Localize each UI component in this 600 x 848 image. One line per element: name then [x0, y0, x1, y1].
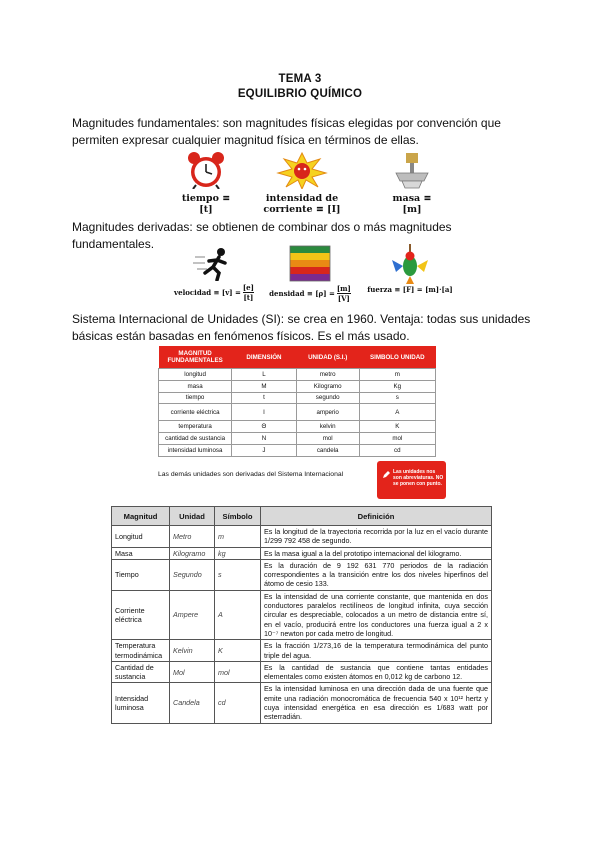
force-label: fuerza ≡ [F] = [m]·[a]	[367, 285, 453, 294]
si-col-unit: UNIDAD (S.I.)	[296, 346, 359, 369]
definitions-row	[112, 559, 492, 590]
si-table-cell: candela	[296, 444, 359, 456]
def-col-definition: Definición	[261, 507, 492, 526]
si-units-table	[158, 346, 436, 457]
def-col-magnitude: Magnitud	[112, 507, 170, 526]
si-col-symbol: SIMBOLO UNIDAD	[359, 346, 435, 369]
si-table-cell: segundo	[296, 392, 359, 404]
force-figure	[360, 244, 460, 294]
si-table-cell: mol	[296, 433, 359, 445]
si-table-cell: longitud	[159, 369, 232, 381]
pencil-icon	[382, 470, 390, 478]
si-table-cell: metro	[296, 369, 359, 381]
definitions-row	[112, 661, 492, 683]
si-table-cell: kelvin	[296, 421, 359, 433]
definition-unit: Kelvin	[170, 640, 215, 662]
definitions-header	[112, 507, 492, 526]
si-table-cell: intensidad luminosa	[159, 444, 232, 456]
mass-label: masa ≡ [m]	[392, 193, 432, 215]
definition-magnitude: Intensidad luminosa	[112, 683, 170, 723]
definition-text: Es la cantidad de sustancia que contiene tantas entidades elementales como existen átomos en 0,012 kg de carbono 12.	[261, 661, 492, 683]
si-table-cell: temperatura	[159, 421, 232, 433]
si-table-cell: corriente eléctrica	[159, 404, 232, 421]
definitions-row	[112, 640, 492, 662]
definition-magnitude: Tiempo	[112, 559, 170, 590]
si-table-row	[159, 404, 436, 421]
definition-symbol: cd	[215, 683, 261, 723]
definition-unit: Metro	[170, 526, 215, 548]
page-subtitle: EQUILIBRIO QUÍMICO	[237, 88, 363, 100]
si-table-cell: Kilogramo	[296, 380, 359, 392]
current-label: intensidad de corriente ≡ [I]	[263, 193, 341, 215]
page-title: TEMA 3	[278, 73, 322, 85]
definitions-table	[111, 506, 492, 724]
definition-text: Es la masa igual a la del prototipo internacional del kilogramo.	[261, 547, 492, 559]
si-table-row	[159, 392, 436, 404]
definition-unit: Ampere	[170, 590, 215, 639]
definition-text: Es la duración de 9 192 631 770 periodos de la radiación correspondientes a la transición entre los dos niveles hiperfinos del átomo de cesio 133.	[261, 559, 492, 590]
si-table-cell: Kg	[359, 380, 435, 392]
density-fraction	[337, 284, 351, 303]
si-table-cell: I	[232, 404, 297, 421]
density-denominator: [V]	[337, 294, 350, 303]
si-table-cell: K	[359, 421, 435, 433]
si-table-row	[159, 433, 436, 445]
si-table-cell: masa	[159, 380, 232, 392]
note-box	[377, 461, 446, 499]
definition-symbol: A	[215, 590, 261, 639]
velocity-denominator: [t]	[243, 293, 254, 302]
si-table-cell: Θ	[232, 421, 297, 433]
velocity-figure	[170, 247, 258, 302]
definition-symbol: mol	[215, 661, 261, 683]
si-table-row	[159, 421, 436, 433]
weighing-scale-icon	[392, 151, 432, 189]
electric-current-icon	[276, 151, 328, 189]
definition-unit: Kilogramo	[170, 547, 215, 559]
velocity-numerator: [e]	[242, 283, 254, 292]
si-table-header	[159, 346, 436, 369]
running-man-icon	[193, 247, 235, 281]
density-formula	[264, 284, 356, 303]
si-table-cell: amperio	[296, 404, 359, 421]
note-box-text: Las unidades nos son abreviaturas. NO se ponen con punto.	[393, 469, 444, 487]
definition-text: Es la fracción 1/273,16 de la temperatura termodinámica del punto triple del agua.	[261, 640, 492, 662]
si-table-row	[159, 444, 436, 456]
si-table-row	[159, 380, 436, 392]
definitions-row	[112, 590, 492, 639]
derived-units-note: Las demás unidades son derivadas del Sistema Internacional	[158, 471, 344, 478]
definition-unit: Segundo	[170, 559, 215, 590]
density-label: densidad ≡ [ρ] =	[269, 289, 335, 298]
definition-magnitude: Corriente eléctrica	[112, 590, 170, 639]
si-table-cell: tiempo	[159, 392, 232, 404]
definition-magnitude: Temperatura termodinámica	[112, 640, 170, 662]
si-text: Sistema Internacional de Unidades (SI): se crea en 1960. Ventaja: todas sus unidades básicas están basadas en fenómenos físicos. Es el más usado.	[72, 312, 531, 343]
si-table-cell: s	[359, 392, 435, 404]
definition-unit: Candela	[170, 683, 215, 723]
velocity-fraction	[243, 283, 254, 302]
si-table-cell: A	[359, 404, 435, 421]
density-figure	[264, 244, 356, 303]
si-table-cell: mol	[359, 433, 435, 445]
definition-symbol: m	[215, 526, 261, 548]
mass-figure	[384, 151, 440, 215]
time-label: tiempo ≡ [t]	[181, 193, 231, 215]
density-layers-icon	[286, 244, 334, 282]
definition-symbol: K	[215, 640, 261, 662]
si-table-row	[159, 369, 436, 381]
definition-symbol: s	[215, 559, 261, 590]
fundamentals-text: Magnitudes fundamentales: son magnitudes físicas elegidas por convención que permiten expresar cualquier magnitud física en términos de ellas.	[72, 116, 501, 147]
velocity-formula	[170, 283, 258, 302]
time-figure	[176, 151, 236, 215]
definition-symbol: kg	[215, 547, 261, 559]
velocity-label: velocidad ≡ [v] =	[174, 288, 241, 297]
si-table-cell: m	[359, 369, 435, 381]
definitions-row	[112, 683, 492, 723]
definition-magnitude: Cantidad de sustancia	[112, 661, 170, 683]
def-col-symbol: Símbolo	[215, 507, 261, 526]
si-table-cell: J	[232, 444, 297, 456]
current-figure	[242, 151, 362, 215]
definition-text: Es la intensidad de una corriente constante, que mantenida en dos conductores paralelos rectilíneos de longitud infinita, cuya sección circular es despreciable, colocados a un metro de distancia entre sí, en el vacío, producirá entre los conductores una fuerza igual a 2 x 10⁻⁷ newton por cada metro de longitud.	[261, 590, 492, 639]
definition-unit: Mol	[170, 661, 215, 683]
si-table-cell: cantidad de sustancia	[159, 433, 232, 445]
si-table-cell: L	[232, 369, 297, 381]
definition-magnitude: Longitud	[112, 526, 170, 548]
si-col-magnitude: MAGNITUD FUNDAMENTALES	[159, 346, 232, 369]
si-table-cell: M	[232, 380, 297, 392]
si-table-cell: cd	[359, 444, 435, 456]
parrot-force-icon	[388, 244, 432, 284]
si-table-cell: N	[232, 433, 297, 445]
si-table-cell: t	[232, 392, 297, 404]
definitions-row	[112, 547, 492, 559]
density-numerator: [m]	[336, 284, 351, 293]
definitions-row	[112, 526, 492, 548]
si-col-dimension: DIMENSIÓN	[232, 346, 297, 369]
alarm-clock-icon	[185, 151, 227, 189]
definition-magnitude: Masa	[112, 547, 170, 559]
definition-text: Es la longitud de la trayectoria recorrida por la luz en el vacío durante 1/299 792 458 de segundo.	[261, 526, 492, 548]
definition-text: Es la intensidad luminosa en una dirección dada de una fuente que emite una radiación monocromática de frecuencia 540 x 10¹² hertz y cuya intensidad energética en esa dirección es 1/683 watt por esterradián.	[261, 683, 492, 723]
derived-text: Magnitudes derivadas: se obtienen de combinar dos o más magnitudes fundamentales.	[72, 220, 452, 251]
def-col-unit: Unidad	[170, 507, 215, 526]
